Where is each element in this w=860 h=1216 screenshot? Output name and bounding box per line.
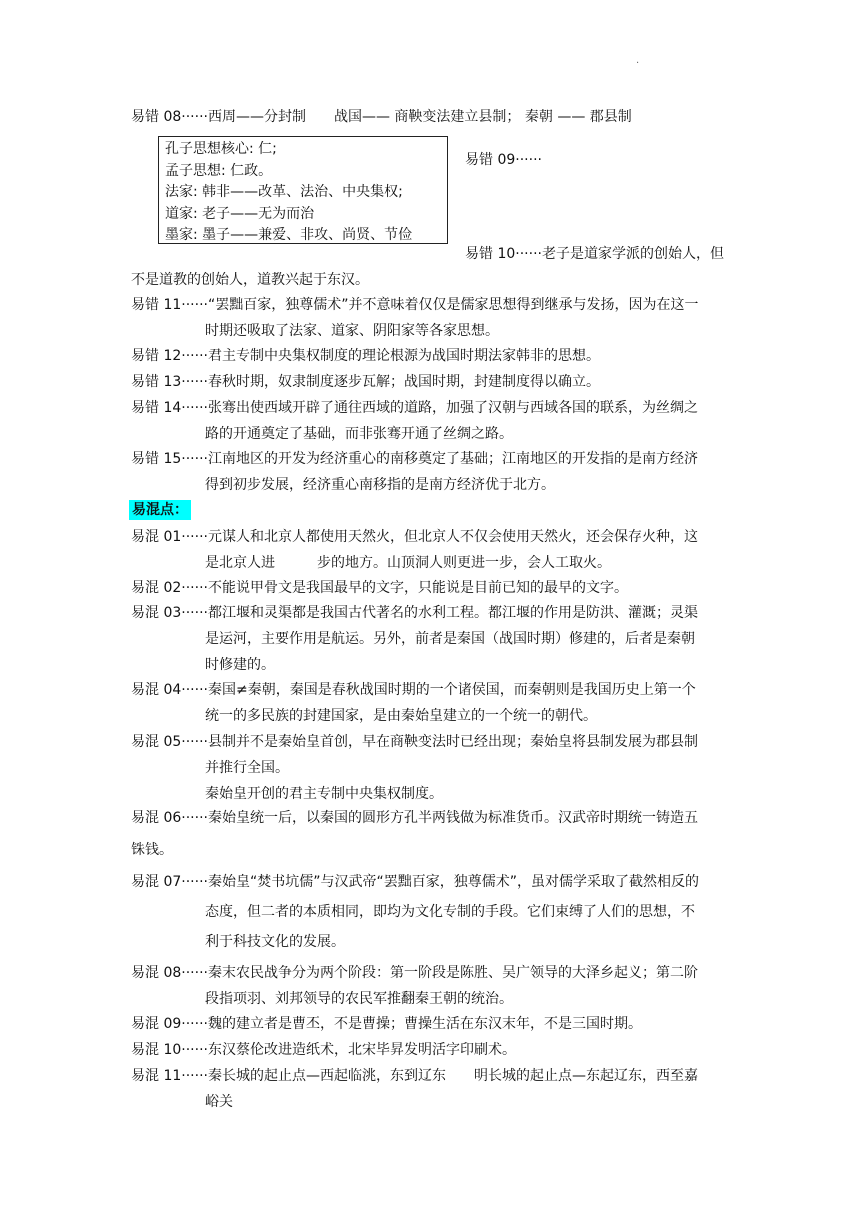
confusion-11-line-2: 峪关 (205, 1094, 233, 1110)
thinkers-box (158, 136, 448, 244)
confusion-06-line-1: 易混 06······秦始皇统一后，以秦国的圆形方孔半两钱做为标准货币。汉武帝时期统一铸造五 (131, 810, 698, 826)
confusion-02: 易混 02······不能说甲骨文是我国最早的文字，只能说是目前已知的最早的文字。 (131, 580, 628, 596)
error-09: 易错 09······ (465, 152, 542, 168)
error-14 (131, 395, 731, 447)
confusion-10: 易混 10······东汉蔡伦改进造纸术，北宋毕昇发明活字印刷术。 (131, 1042, 516, 1058)
error-15-line-1: 易错 15······江南地区的开发为经济重心的南移奠定了基础；江南地区的开发指的是南方经济 (131, 451, 698, 467)
error-15 (131, 446, 731, 498)
box-line-mohism: 墨家: 墨子——兼爱、非攻、尚贤、节俭 (165, 227, 413, 243)
error-10-line-2: 不是道教的创始人，道教兴起于东汉。 (131, 272, 369, 288)
confusion-04-line-2: 统一的多民族的封建国家，是由秦始皇建立的一个统一的朝代。 (205, 708, 597, 724)
box-line-mencius: 孟子思想: 仁政。 (165, 162, 273, 179)
confusion-05-line-1: 易混 05······县制并不是秦始皇首创，早在商鞅变法时已经出现；秦始皇将县制发展为郡县制 (131, 734, 698, 750)
confusion-01-line-2: 是北京人进 步的地方。山顶洞人则更进一步，会人工取火。 (205, 555, 611, 571)
box-line-confucius: 孔子思想核心: 仁; (165, 141, 277, 157)
error-10-line-1: 易错 10······老子是道家学派的创始人，但 (465, 246, 724, 262)
confusion-03-line-2: 是运河，主要作用是航运。另外，前者是秦国（战国时期）修建的，后者是秦朝 (205, 631, 695, 647)
box-line-taoism: 道家: 老子——无为而治 (165, 205, 315, 222)
confusion-05 (131, 729, 731, 807)
confusion-07-line-1: 易混 07······秦始皇“焚书坑儒”与汉武帝“罢黜百家，独尊儒术”，虽对儒学采取了截然相反的 (131, 874, 699, 890)
confusion-08-line-1: 易混 08······秦末农民战争分为两个阶段：第一阶段是陈胜、吴广领导的大泽乡起义；第二阶 (131, 965, 698, 981)
confusion-03 (131, 600, 731, 678)
error-13: 易错 13······春秋时期，奴隶制度逐步瓦解；战国时期，封建制度得以确立。 (131, 374, 600, 390)
confusion-04-line-1: 易混 04······秦国≠秦朝，秦国是春秋战国时期的一个诸侯国，而秦朝则是我国历史上第一个 (131, 682, 696, 698)
confusion-05-line-2: 并推行全国。 (205, 760, 289, 776)
confusion-03-line-3: 时修建的。 (205, 657, 275, 673)
confusion-08 (131, 960, 731, 1012)
confusion-03-line-1: 易混 03······都江堰和灵渠都是我国古代著名的水利工程。都江堰的作用是防洪、灌溉；灵渠 (131, 605, 698, 621)
error-14-line-1: 易错 14······张骞出使西域开辟了通往西域的道路，加强了汉朝与西域各国的联系，为丝绸之 (131, 400, 698, 416)
confusion-06-line-2: 铢钱。 (131, 842, 173, 858)
confusion-07 (131, 867, 731, 957)
error-12: 易错 12······君主专制中央集权制度的理论根源为战国时期法家韩非的思想。 (131, 348, 600, 364)
error-11-line-2: 时期还吸取了法家、道家、阴阳家等各家思想。 (205, 323, 499, 339)
confusion-01-line-1: 易混 01······元谋人和北京人都使用天然火，但北京人不仅会使用天然火，还会保存火种，这 (131, 529, 698, 545)
confusion-06 (131, 805, 731, 863)
confusion-08-line-2: 段指项羽、刘邦领导的农民军推翻秦王朝的统治。 (205, 991, 513, 1007)
confusion-11 (131, 1063, 731, 1115)
confusion-01 (131, 524, 731, 576)
confusion-07-line-3: 利于科技文化的发展。 (205, 934, 345, 950)
confusion-05-line-3: 秦始皇开创的君主专制中央集权制度。 (205, 786, 443, 802)
error-11-line-1: 易错 11······“罢黜百家，独尊儒术”并不意味着仅仅是儒家思想得到继承与发扬，因为在这一 (131, 297, 699, 313)
box-line-legalism: 法家: 韩非——改革、法治、中央集权; (165, 184, 403, 200)
error-14-line-2: 路的开通奠定了基础，而非张骞开通了丝绸之路。 (205, 426, 513, 442)
page-mark: · (636, 58, 640, 69)
confusion-09: 易混 09······魏的建立者是曹丕，不是曹操；曹操生活在东汉末年，不是三国时期。 (131, 1016, 642, 1032)
error-15-line-2: 得到初步发展，经济重心南移指的是南方经济优于北方。 (205, 477, 555, 493)
error-11 (131, 292, 731, 344)
confusion-04 (131, 677, 731, 729)
error-08: 易错 08······西周——分封制 战国—— 商鞅变法建立县制； 秦朝 —— 郡县制 (131, 109, 632, 125)
confusion-11-line-1: 易混 11······秦长城的起止点—西起临洮，东到辽东 明长城的起止点—东起辽东，西至嘉 (131, 1068, 698, 1084)
confusion-heading: 易混点： (129, 500, 191, 520)
confusion-07-line-2: 态度，但二者的本质相同，即均为文化专制的手段。它们束缚了人们的思想，不 (205, 904, 695, 920)
